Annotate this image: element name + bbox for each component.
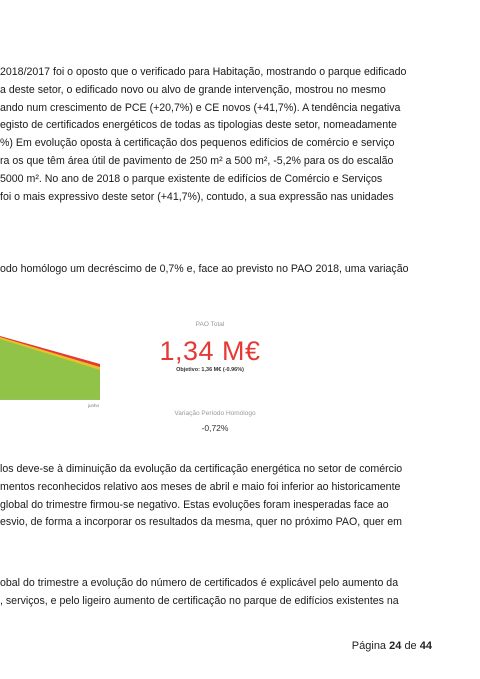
pao-area-chart (0, 330, 140, 410)
text-line: foi o mais expressivo deste setor (+41,7%), contudo, a sua expressão nas unidades (0, 190, 394, 203)
text-line: ra os que têm área útil de pavimento de 250 m² a 500 m², -5,2% para os do escalão (0, 154, 394, 167)
text-line: odo homólogo um decréscimo de 0,7% e, face ao previsto no PAO 2018, uma variação (0, 263, 409, 275)
variation-value: -0,72% (201, 423, 229, 433)
kpi-objective: Objetivo: 1,36 M€ (-0.96%) (176, 367, 244, 373)
text-line: los deve-se à diminuição da evolução da certificação energética no setor de comércio (0, 463, 403, 475)
page-sep: de (404, 640, 417, 652)
text-line: mentos reconhecidos relativo aos meses de abril e maio foi inferior ao historicamente (0, 480, 401, 493)
text-line: a deste setor, o edificado novo ou alvo de grande intervenção, mostrou no mesmo (0, 83, 386, 96)
paragraph-certification-decrease (0, 461, 434, 532)
text-line: 5000 m². No ano de 2018 o parque existente de edifícios de Comércio e Serviços (0, 172, 383, 185)
text-line: esvio, de forma a incorporar os resultados da mesma, quer no próximo PAO, quer em (0, 516, 402, 529)
text-line: egisto de certificados energéticos de todas as tipologias deste setor, nomeadamente (0, 119, 397, 132)
text-line: obal do trimestre a evolução do número de certificados é explicável pelo aumento da (0, 577, 399, 589)
kpi-value: 1,34 M€ (159, 336, 261, 366)
text-line: 2018/2017 foi o oposto que o verificado para Habitação, mostrando o parque edificado (0, 66, 407, 78)
text-line: , serviços, e pelo ligeiro aumento de certificação no parque de edifícios existentes na (0, 594, 399, 607)
page-total: 44 (419, 640, 432, 652)
kpi-label: PAO Total (195, 321, 225, 328)
area-green-band (0, 339, 100, 410)
text-line: %) Em evolução oposta à certificação dos pequenos edifícios de comércio e serviço (0, 137, 395, 150)
paragraph-homologous-period (0, 261, 434, 279)
page-current: 24 (389, 640, 402, 652)
chart-mask (0, 400, 140, 410)
paragraph-commerce-services (0, 64, 434, 206)
page-prefix: Página (351, 640, 387, 652)
paragraph-quarter-evolution (0, 575, 434, 611)
text-line: global do trimestre firmou-se negativo. Estas evoluções foram inesperadas face ao (0, 498, 389, 511)
x-axis-label: junho (88, 403, 100, 408)
page-number (352, 640, 432, 652)
variation-label: Variação Período Homólogo (174, 410, 256, 417)
text-line: ando num crescimento de PCE (+20,7%) e CE novos (+41,7%). A tendência negativa (0, 101, 401, 114)
